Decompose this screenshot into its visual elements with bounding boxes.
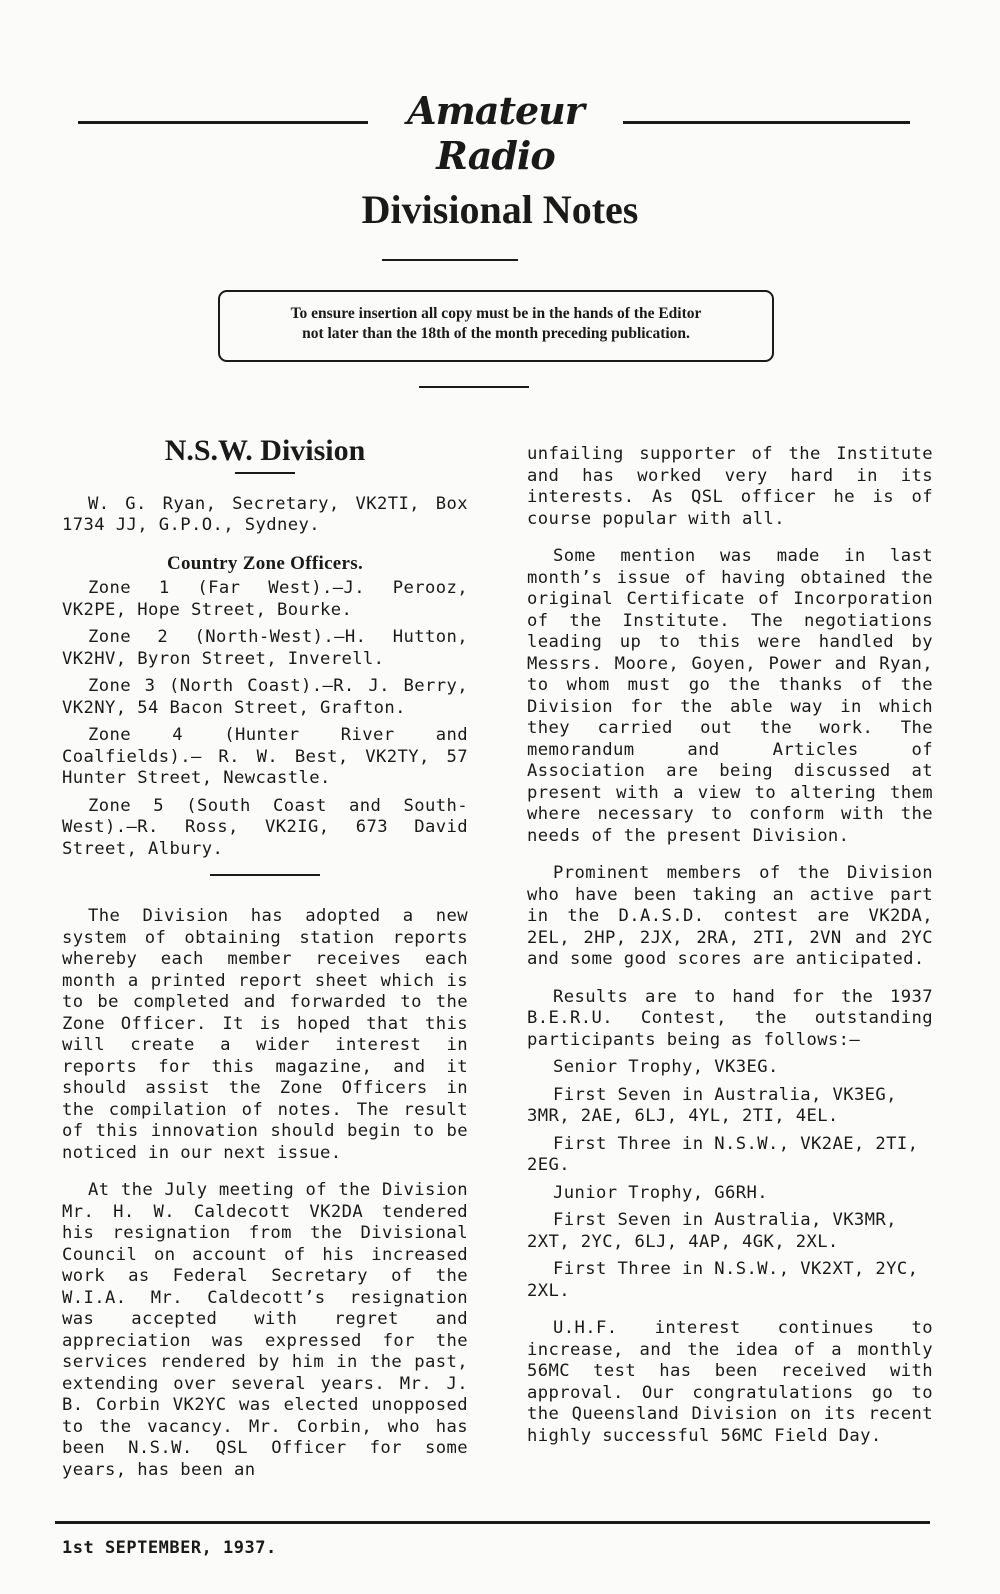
zone-item: Zone 1 (Far West).—J. Perooz, VK2PE, Hope Street, Bourke. (62, 578, 468, 620)
paragraph-reports: The Division has adopted a new system of obtaining station reports whereby each member receives each month a printed report sheet which is to be completed and forwarded to the Zone Officer. It is hoped that this will create a wider interest in reports for this magazine, and it should assist the Zone Officers in the compilation of notes. The result of this innovation should begin to be noticed in our next issue. (62, 906, 468, 1163)
footer-date: 1st SEPTEMBER, 1937. (62, 1538, 277, 1558)
result-item: First Three in N.S.W., VK2AE, 2TI, 2EG. (527, 1133, 919, 1175)
right-column (527, 444, 933, 1463)
result-item: First Seven in Australia, VK3MR, 2XT, 2YC, 6LJ, 4AP, 4GK, 2XL. (527, 1210, 897, 1252)
page-title: Divisional Notes (361, 187, 639, 232)
result-item: First Three in N.S.W., VK2XT, 2YC, 2XL. (527, 1259, 919, 1301)
notice-divider (419, 386, 529, 388)
paragraph-july-meeting: At the July meeting of the Division Mr. H. W. Caldecott VK2DA tendered his resignation from the Divisional Council on account of his increased work as Federal Secretary of the W.I.A. Mr. Caldecott’s resignation was accepted with regret and appreciation was expressed for the services rendered by him in the past, extending over several years. Mr. J. B. Corbin VK2YC was elected unopposed to the vacancy. Mr. Corbin, who has been N.S.W. QSL Officer for some years, has been an (62, 1180, 468, 1480)
paragraph-dasd: Prominent members of the Division who have been taking an active part in the D.A.S.D. contest are VK2DA, 2EL, 2HP, 2JX, 2RA, 2TI, 2VN and 2YC and some good scores are anticipated. (527, 863, 933, 969)
zone-item: Zone 5 (South Coast and South-West).—R. Ross, VK2IG, 673 David Street, Albury. (62, 795, 468, 859)
paragraph-beru-results: Results are to hand for the 1937 B.E.R.U. Contest, the outstanding participants being as follows:— (527, 986, 933, 1050)
masthead-rule-right (623, 121, 910, 124)
masthead-logo: Amateur Radio (407, 88, 584, 178)
masthead (78, 88, 910, 178)
paragraph-continued: unfailing supporter of the Institute and has worked very hard in its interests. As QSL officer he is of course popular with all. (527, 444, 933, 529)
paragraph-certificate: Some mention was made in last month’s issue of having obtained the original Certificate of Incorporation of the Institute. The negotiations leading up to this were handled by Messrs. Moore, Goyen, Power and Ryan, to whom must go the thanks of the Division for the able way in which they carried out the work. The memorandum and Articles of Association are being discussed at present with a view to altering them where necessary to conform with the needs of the present Division. (527, 546, 933, 846)
zone-item: Zone 2 (North-West).—H. Hutton, VK2HV, Byron Street, Inverell. (62, 627, 468, 669)
zone-item: Zone 3 (North Coast).—R. J. Berry, VK2NY, 54 Bacon Street, Grafton. (62, 676, 468, 718)
division-heading: N.S.W. Division (164, 434, 366, 467)
result-item: Junior Trophy, G6RH. (553, 1182, 768, 1203)
footer-rule (55, 1521, 930, 1524)
masthead-rule-left (78, 121, 368, 124)
result-item: Senior Trophy, VK3EG. (553, 1057, 779, 1077)
zone-divider (210, 874, 320, 876)
paragraph-uhf: U.H.F. interest continues to increase, and the idea of a monthly 56MC test has been received with approval. Our congratulations go to the Queensland Division on its recent highly successful 56MC Field Day. (527, 1318, 933, 1446)
left-column (62, 434, 468, 1497)
title-divider (382, 259, 518, 261)
zone-officers-heading: Country Zone Officers. (166, 552, 364, 574)
notice-line-1: To ensure insertion all copy must be in the hands of the Editor (290, 305, 702, 322)
zone-item: Zone 4 (Hunter River and Coalfields).— R. W. Best, VK2TY, 57 Hunter Street, Newcastle. (62, 725, 468, 788)
notice-line-2: not later than the 18th of the month preceding publication. (302, 325, 690, 342)
editor-notice-box (218, 290, 774, 362)
division-divider (235, 472, 295, 474)
secretary-info: W. G. Ryan, Secretary, VK2TI, Box 1734 JJ, G.P.O., Sydney. (62, 493, 468, 535)
result-item: First Seven in Australia, VK3EG, 3MR, 2AE, 6LJ, 4YL, 2TI, 4EL. (527, 1084, 897, 1126)
